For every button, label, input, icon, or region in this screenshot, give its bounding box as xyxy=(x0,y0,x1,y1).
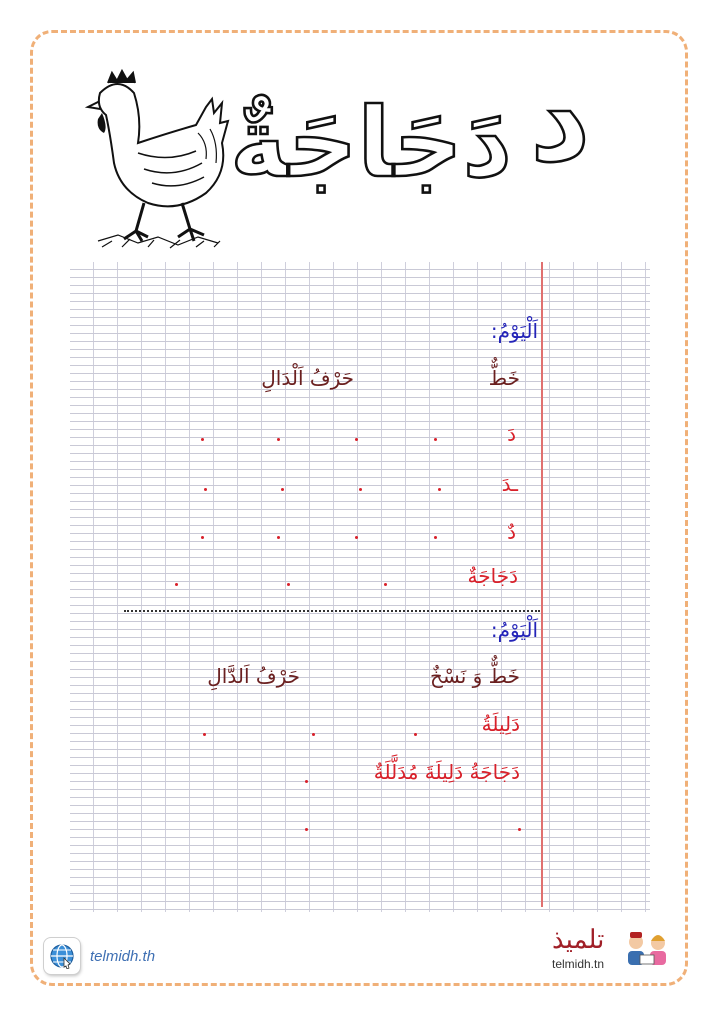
margin-line xyxy=(541,262,543,907)
lesson2-row-2: دَجَاجَةُ دَلِيلَةَ مُدَلَّلَةٌ xyxy=(373,760,520,784)
footer-site-link[interactable]: telmidh.th xyxy=(90,947,156,965)
guide-dot xyxy=(518,828,521,831)
guide-dot xyxy=(281,488,284,491)
brand-latin: telmidh.tn xyxy=(552,957,605,971)
guide-dot xyxy=(175,583,178,586)
lesson1-day: اَلْيَوْمُ: xyxy=(490,319,538,343)
ruled-sheet xyxy=(70,262,650,912)
section-separator xyxy=(124,610,540,612)
guide-dot xyxy=(355,438,358,441)
guide-dot xyxy=(277,438,280,441)
guide-dot xyxy=(201,438,204,441)
lesson2-topic: حَرْفُ اَلدَّالِ xyxy=(207,664,300,688)
header-letter: د xyxy=(530,50,591,188)
lesson1-row-1: دَ xyxy=(507,422,516,446)
guide-dot xyxy=(203,733,206,736)
guide-dot xyxy=(414,733,417,736)
lesson2-activity: خَطٌّ وَ نَسْخٌ xyxy=(429,664,520,688)
guide-dot xyxy=(204,488,207,491)
guide-dot xyxy=(384,583,387,586)
header-word: دَجَاجَةٌ xyxy=(230,87,512,199)
guide-dot xyxy=(434,536,437,539)
lesson1-topic: حَرْفُ اَلْدَالِ xyxy=(261,366,354,390)
guide-dot xyxy=(287,583,290,586)
guide-dot xyxy=(438,488,441,491)
guide-dot xyxy=(355,536,358,539)
guide-dot xyxy=(434,438,437,441)
guide-dot xyxy=(305,828,308,831)
lesson1-row-3: دٌ xyxy=(507,520,516,544)
hen-illustration xyxy=(78,63,238,253)
kids-reading-icon xyxy=(622,929,672,971)
lesson2-day: اَلْيَوْمُ: xyxy=(490,618,538,642)
footer-website[interactable] xyxy=(44,938,155,974)
lesson1-row-2: ـدَ xyxy=(501,472,518,496)
guide-dot xyxy=(201,536,204,539)
guide-dot xyxy=(277,536,280,539)
lesson1-activity: خَطٌّ xyxy=(488,366,520,390)
lesson1-row-4: دَجَاجَةٌ xyxy=(467,564,518,588)
globe-icon xyxy=(44,938,80,974)
brand-arabic: تلميذ xyxy=(552,925,605,955)
brand-logo xyxy=(540,925,675,975)
guide-dot xyxy=(305,780,308,783)
guide-dot xyxy=(312,733,315,736)
lesson2-row-1: دَلِيلَةُ xyxy=(481,712,520,736)
guide-dot xyxy=(359,488,362,491)
header xyxy=(70,50,670,265)
